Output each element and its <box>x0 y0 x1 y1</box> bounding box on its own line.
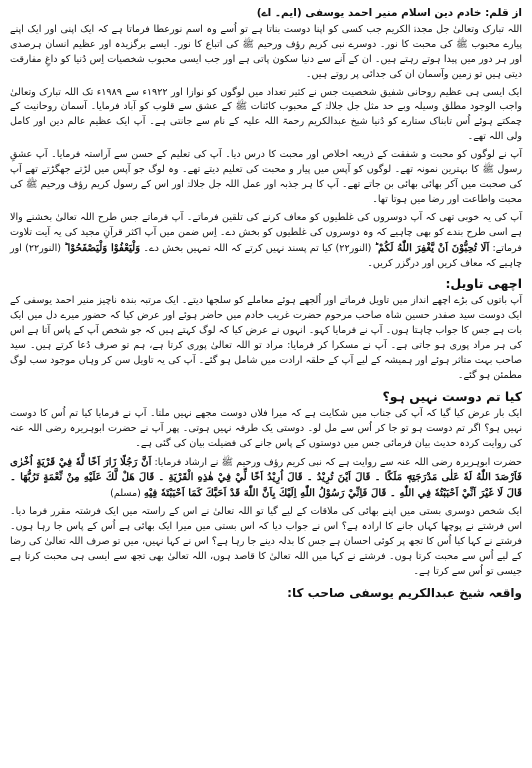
section-heading-good-interpretation: اچھی تاویل: <box>445 276 522 292</box>
intro-paragraph-1: اللہ تبارک وتعالیٰ جل مجدہٗ الکریم جب کسی کو اپنا دوست بناتا ہے تو اُسے وہ اسم نورعطا فرماتا ہے کہ ایک اپنی اور ایک اپنے پیارے محبوب ﷺ کی محبت کا نور۔ دوسرے نبی کریم رؤف ورحیم ﷺ کی اتباع کا نور۔ ایسے برگزیدہ اور عظیم انسان ہرصدی اور ہر دور میں پیدا ہوتے رہتے ہیں۔ ان کے آنے سے دنیا سکون پاتی ہے اور جب ایسی محبوب شخصیات اِس دُنیا کو داغِ مفارقت دیتی ہیں تو زمین وآسمان ان کی جدائی پر روتے ہیں۔ <box>10 23 522 80</box>
section-1-paragraph: آپ باتوں کی بڑے اچھے انداز میں تاویل فرماتے اور اُلجھے ہوئے معاملے کو سلجھا دیتے۔ ایک مرتبہ بندہ ناچیز منیر احمد یوسفی کے ایک دوست سید صفدر حسین شاہ صاحب مرحوم حضرت غریب خادم میں حاضر ہوئے اور عرض کیا کہ حضور میرے دل میں ایک بات ہے جس کا جواب چاہتا ہوں۔ آپ نے فرمایا کہو۔ انہوں نے عرض کیا کہ لوگ کہتے ہیں کہ جو شخص آپ کے پاس آتا ہے اس کی ہر مراد پوری ہو جاتی ہے۔ آپ نے مسکرا کر فرمایا: مراد تو اللہ تعالیٰ پوری کرتا ہے، ہم تو صرف دُعا کرتے ہیں۔ سید صاحب بہت متاثر ہوئے اور ہمیشہ کے لیے آپ کے حلقہ ارادت میں شامل ہو گئے۔ آپ کی یہ تاویل سن کر وہاں موجود سب لوگ مطمئن ہو گئے۔ <box>10 295 522 381</box>
quran-verse-2-translation: اور چاہیے کہ معاف کریں اور درگزر کریں۔ <box>10 242 522 269</box>
section-2-paragraph-3: ایک شخص دوسری بستی میں اپنے بھائی کی ملاقات کے لیے گیا تو اللہ تعالیٰ نے اس کے راستہ میں ایک فرشتہ مقرر فرما دیا۔ اس فرشتے نے پوچھا کہاں جانے کا ارادہ ہے؟ اس نے جواب دیا کہ اس بستی میں میرا ایک بھائی ہے اُس کے پاس جا رہا ہوں۔ فرشتے نے کہا کیا اُس کا تجھ پر کوئی احسان ہے جس کا بدلہ دینے جا رہا ہے؟ اس نے کہا نہیں، میں تو صرف اللہ تعالیٰ کی رضا کے لیے اُس سے محبت کرتا ہوں۔ فرشتے نے کہا میں اللہ تعالیٰ کا قاصد ہوں، اللہ تعالیٰ بھی تجھ سے ایسی ہی محبت کرتا ہے جیسی تو اُس سے کرتا ہے۔ <box>10 506 522 577</box>
section-heading-are-you-not-friend: کیا تم دوست نہیں ہو؟ <box>382 388 522 404</box>
quran-verse-1-translation: کیا تم پسند نہیں کرتے کہ اللہ تمہیں بخش دے۔ <box>143 242 333 254</box>
intro-paragraph-4 <box>10 211 522 272</box>
section-2-paragraph-2 <box>10 455 522 503</box>
author-byline: از قلم: خادم دین اسلام منیر احمد یوسفی (ایم۔ اے) <box>256 7 522 19</box>
footer-heading: واقعہ شیخ عبدالکریم یوسفی صاحب کا: <box>287 585 522 600</box>
quran-verse-2-ref: (النور۲۲) <box>25 242 61 254</box>
hadith-arabic: اَنَّ رَجُلًا زَارَ اَخًا لَّهٗ فِيْ قَرْيَةٍ اُخْرٰى فَاَرْصَدَ اللّٰهُ لَهٗ عَلٰى مَدْرَجَتِهٖ مَلَكًا ۔ قَالَ اَيْنَ تُرِيْدُ ۔ قَالَ اُرِيْدُ اَخًا لِّيْ فِيْ هٰذِهِ الْقَرْيَةِ ۔ قَالَ هَلْ لَّكَ عَلَيْهِ مِنْ نِّعْمَةٍ تَرُبُّهَا ۔ قَالَ لَا غَيْرَ اَنِّيْ اَحْبَبْتُهٗ فِي اللّٰهِ ۔ قَالَ فَاِنِّيْ رَسُوْلُ اللّٰهِ اِلَيْكَ بِاَنَّ اللّٰهَ قَدْ اَحَبَّكَ كَمَا اَحْبَبْتَهٗ فِيْهِ <box>10 455 522 500</box>
hadith-ref: (مسلم) <box>110 488 141 500</box>
quran-verse-1: اَلَا تُحِبُّوْنَ اَنْ يَّغْفِرَ اللّٰهُ لَكُمْ ؕ <box>374 241 490 254</box>
intro-paragraph-3: آپ نے لوگوں کو محبت و شفقت کے ذریعہ اخلاص اور محبت کا درس دیا۔ آپ کی تعلیم کے حسن سے آراستہ فرمایا۔ آپ عشقِ رسول ﷺ کا بہترین نمونہ تھے۔ لوگوں کو آپس میں پیار و محبت کی تعلیم دیتے تھے۔ وہ لوگ جو آپس میں لڑتے جھگڑتے تھے آپ کی صحبت میں آکر بھائی بھائی بن جاتے تھے۔ آپ کا ہر جذبہ اور عمل اللہ جل جلالہٗ اور اس کے رسول کریم رؤف ورحیم ﷺ کی محبت واطاعت اور رضا میں ہوتا تھا۔ <box>10 149 522 205</box>
section-2-paragraph-1: ایک بار عرض کیا گیا کہ آپ کی جناب میں شکایت ہے کہ میرا فلاں دوست مجھے نہیں ملتا۔ آپ نے فرمایا کیا تم اُس کا دوست نہیں ہو؟ اگر تم دوست ہو تو جا کر اُس سے مل لو۔ دوستی یک طرفہ نہیں ہوتی۔ پھر آپ نے حضرت ابوہریرہ رضی اللہ عنہ کی روایت کردہ حدیث بیان فرمائی جس میں دوستوں کے پاس جانے کی فضیلت بیان کی گئی ہے۔ <box>10 407 522 449</box>
intro-paragraph-2: ایک ایسی ہی عظیم روحانی شفیق شخصیت جس نے کثیر تعداد میں لوگوں کو نوازا اور ۱۹۲۲ء سے ۱۹۸۹ء تک اللہ تبارک وتعالیٰ واجب الوجود مطلق وسیلہ وبے حد مثل جل جلالہٗ کے محبوب کائنات ﷺ کے عشق سے قلوب کو آباد فرمایا۔ آسمان روحانیت کے چمکتے ہوئے اُس تابناک ستارے کو دُنیا شیخ عبدالکریم رحمۃ اللہ علیہ کے نام سے جانتی ہے۔ آپ ایک عظیم عالم دین اور کامل ولی اللہ تھے۔ <box>10 86 523 143</box>
hadith-intro: حضرت ابوہریرہ رضی اللہ عنہ سے روایت ہے کہ نبی کریم رؤف ورحیم ﷺ نے ارشاد فرمایا: <box>154 456 522 468</box>
quran-verse-2: وَلْيَعْفُوْا وَلْيَصْفَحُوْا ؕ <box>64 241 141 254</box>
quran-verse-1-ref: (النور۲۲) <box>335 242 372 254</box>
intro-paragraph-4-text: آپ کی یہ خوبی تھی کہ آپ دوسروں کی غلطیوں کو معاف کرنے کی تلقین فرماتے۔ آپ فرماتے جس طرح اللہ تعالیٰ بخشنے والا ہے اسی طرح بندے کو بھی چاہیے کہ وہ دوسروں کی غلطیوں کو بخش دے۔ اِس ضمن میں آپ اکثر قرآنِ مجید کی یہ آیت تلاوت فرماتے: <box>10 211 522 254</box>
